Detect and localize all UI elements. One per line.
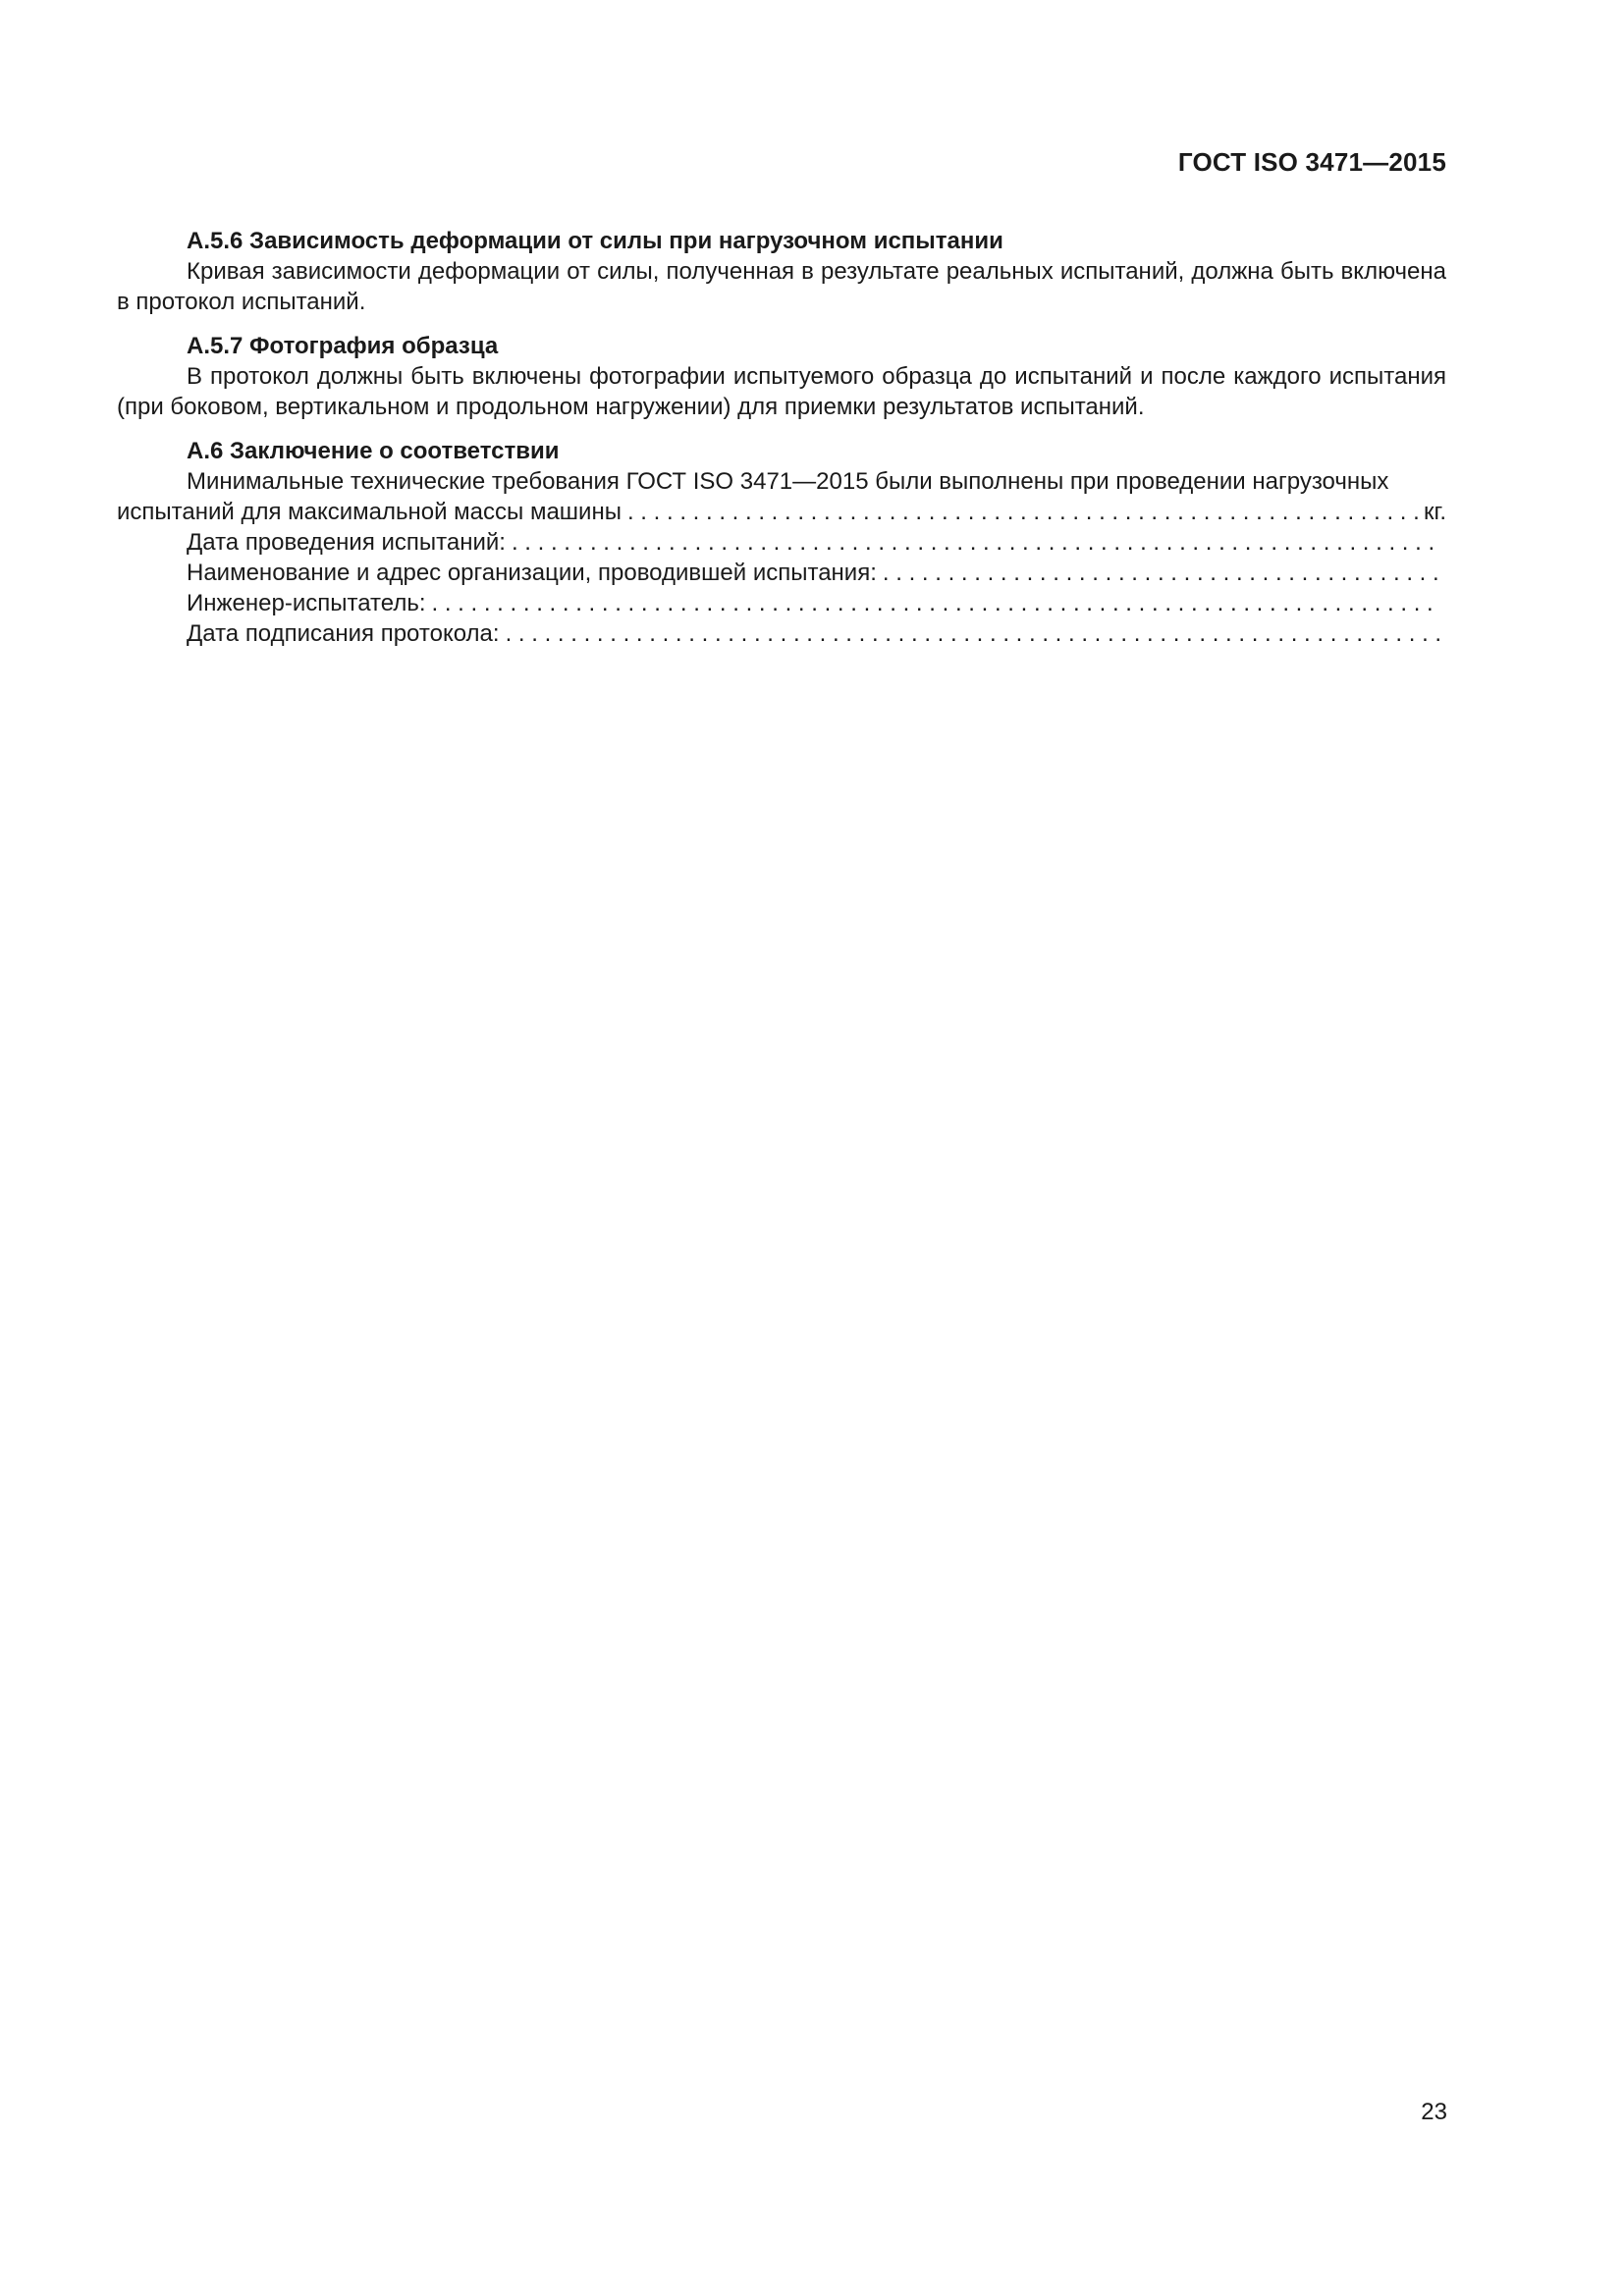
engineer-dot-leader (432, 588, 1441, 618)
max-mass-unit: кг. (1424, 499, 1446, 525)
organization-field (117, 558, 1446, 588)
test-date-dot-leader (512, 527, 1440, 558)
test-date-field (117, 527, 1446, 558)
max-mass-label: испытаний для максимальной массы машины (117, 499, 622, 525)
page-number: 23 (1421, 2099, 1447, 2125)
organization-dot-leader (883, 558, 1440, 588)
spacer (117, 317, 1446, 331)
section-text-a57: В протокол должны быть включены фотографии испытуемого образца до испытаний и после каждого испытания (при боковом, вертикальном и продольном нагружении) для приемки результатов испытаний. (117, 363, 1446, 420)
engineer-field (117, 588, 1446, 618)
test-date-label: Дата проведения испытаний: (187, 529, 506, 556)
section-text-a6-line1: Минимальные технические требования ГОСТ ISO 3471—2015 были выполнены при проведении нагрузочных (187, 468, 1389, 495)
section-heading-a57: А.5.7 Фотография образца (187, 333, 499, 359)
section-heading-a6: А.6 Заключение о соответствии (187, 438, 560, 464)
max-mass-field (117, 497, 1446, 527)
section-heading-a56: А.5.6 Зависимость деформации от силы при нагрузочном испытании (187, 228, 1003, 254)
document-body (117, 226, 1446, 649)
signing-date-field (117, 618, 1446, 649)
page-header-standard-id: ГОСТ ISO 3471—2015 (1177, 147, 1446, 177)
signing-date-label: Дата подписания протокола: (187, 620, 500, 647)
section-text-a56: Кривая зависимости деформации от силы, полученная в результате реальных испытаний, должна быть включена в протокол испытаний. (117, 258, 1446, 315)
signing-date-dot-leader (506, 618, 1440, 649)
organization-label: Наименование и адрес организации, проводившей испытания: (187, 560, 877, 586)
max-mass-dot-leader (627, 497, 1418, 527)
engineer-label: Инженер-испытатель: (187, 590, 426, 616)
spacer (117, 422, 1446, 436)
